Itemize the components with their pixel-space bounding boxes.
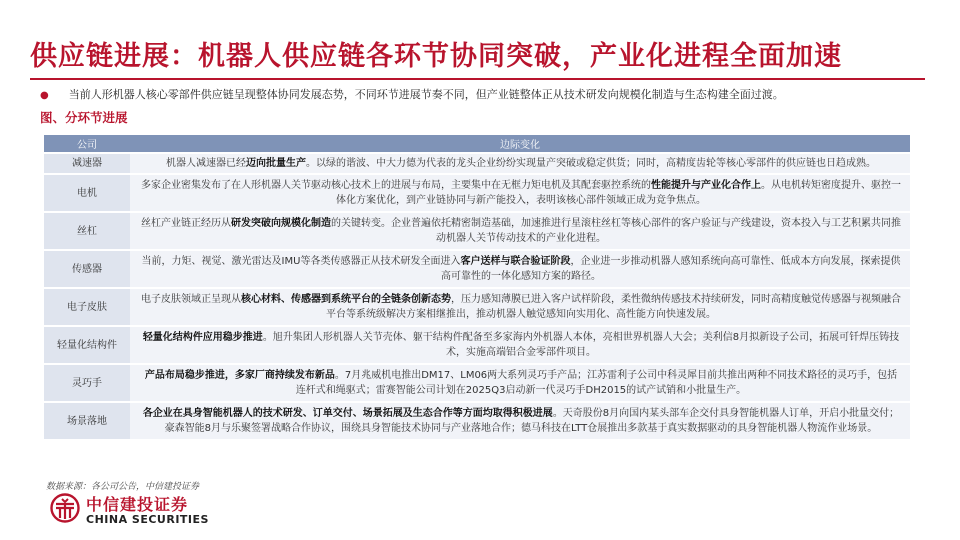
row-description — [130, 154, 910, 173]
description-text: 。7月兆威机电推出DM17、LM06两大系列灵巧手产品；江苏雷利子公司中科灵犀目前共推出两种不同技术路径的灵巧手，包括连杆式和绳驱式；雷赛智能公司计划在2025Q3启动新一代灵巧手DH2015的试产试销和小批量生产。 — [295, 370, 898, 396]
header-company: 公司 — [44, 135, 130, 152]
bullet-dot-icon: ● — [40, 90, 49, 101]
table-row — [44, 213, 910, 249]
description-text: 。旭升集团人形机器人关节壳体、躯干结构件配备至多家海内外机器人本体，亮相世界机器人大会；美利信8月拟新设子公司，拓展可钎焊压铸技术，实施高端铝合金零部件项目。 — [262, 332, 900, 358]
row-category: 电机 — [44, 175, 130, 211]
progress-table — [44, 133, 910, 441]
logo-english-name: CHINA SECURITIES — [86, 513, 209, 526]
row-description — [130, 289, 910, 325]
table-row — [44, 154, 910, 173]
row-category: 电子皮肤 — [44, 289, 130, 325]
row-description — [130, 213, 910, 249]
description-text: 。以绿的谐波、中大力德为代表的龙头企业纷纷实现量产突破或稳定供货；同时，高精度齿轮等核心零部件的供应链也日趋成熟。 — [306, 158, 876, 169]
page-title: 供应链进展：机器人供应链各环节协同突破，产业化进程全面加速 — [30, 41, 842, 72]
row-description — [130, 175, 910, 211]
row-category: 灵巧手 — [44, 365, 130, 401]
row-category: 轻量化结构件 — [44, 327, 130, 363]
title-divider — [30, 78, 925, 80]
row-category: 传感器 — [44, 251, 130, 287]
highlight-text: 客户送样与联合验证阶段 — [460, 256, 571, 267]
table-row — [44, 175, 910, 211]
description-text: ，企业进一步推动机器人感知系统向高可靠性、低成本方向发展，探索提供高可靠性的一体化感知方案的路径。 — [441, 256, 901, 282]
description-text: 。天奇股份8月向国内某头部车企交付具身智能机器人订单，开启小批量交付；豪森智能8月与乐聚签署战略合作协议，围绕具身智能技术协同与产业落地合作；德马科技在LTT仓展推出多款基于真实数据驱动的具身智能机器人物流作业场景。 — [164, 408, 900, 434]
table-row — [44, 403, 910, 439]
row-category: 场景落地 — [44, 403, 130, 439]
row-description — [130, 403, 910, 439]
highlight-text: 研发突破向规模化制造 — [231, 218, 331, 229]
description-text: 多家企业密集发布了在人形机器人关节驱动核心技术上的进展与布局，主要集中在无框力矩电机及其配套驱控系统的 — [141, 180, 651, 191]
description-text: 电子皮肤领域正呈现从 — [141, 294, 241, 305]
table-row — [44, 327, 910, 363]
row-description — [130, 365, 910, 401]
table-row — [44, 289, 910, 325]
description-text: 的关键转变。企业普遍依托精密制造基础，加速推进行星滚柱丝杠等核心部件的客户验证与产线建设，资本投入与工艺积累共同推动机器人关节传动技术的产业化进程。 — [331, 218, 901, 244]
table-body — [44, 154, 910, 439]
row-description — [130, 327, 910, 363]
highlight-text: 核心材料、传感器到系统平台的全链条创新态势 — [241, 294, 451, 305]
brand-logo — [50, 491, 210, 531]
row-description — [130, 251, 910, 287]
table-row — [44, 251, 910, 287]
summary-text: 当前人形机器人核心零部件供应链呈现整体协同发展态势，不同环节进展节奏不同，但产业链整体正从技术研发向规模化制造与生态构建全面过渡。 — [68, 88, 784, 101]
description-text: 当前，力矩、视觉、激光雷达及IMU等各类传感器正从技术研发全面进入 — [141, 256, 461, 267]
highlight-text: 性能提升与产业化合作上 — [651, 180, 761, 191]
figure-title: 图、分环节进展 — [40, 110, 128, 125]
highlight-text: 各企业在具身智能机器人的技术研发、订单交付、场景拓展及生态合作等方面均取得积极进展 — [142, 408, 553, 419]
data-source-note: 数据来源：各公司公告，中信建投证券 — [46, 482, 200, 492]
highlight-text: 迈向批量生产 — [246, 158, 306, 169]
description-text: 。从电机转矩密度提升、驱控一体化方案优化，到产业链协同与新产能投入，表明该核心部件领域正成为竞争焦点。 — [336, 180, 901, 206]
header-change: 边际变化 — [130, 135, 910, 152]
description-text: ，压力感知薄膜已进入客户试样阶段，柔性微纳传感技术持续研发，同时高精度触觉传感器与视频融合平台等系统级解决方案相继推出，推动机器人触觉感知向实用化、高性能方向快速发展。 — [326, 294, 901, 320]
description-text: 丝杠产业链正经历从 — [141, 218, 231, 229]
highlight-text: 轻量化结构件应用稳步推进 — [142, 332, 263, 343]
highlight-text: 产品布局稳步推进，多家厂商持续发布新品 — [144, 370, 335, 381]
description-text: 机器人减速器已经 — [166, 158, 246, 169]
row-category: 丝杠 — [44, 213, 130, 249]
table-header-row — [44, 135, 910, 152]
china-securities-logo-icon — [50, 493, 80, 523]
row-category: 减速器 — [44, 154, 130, 173]
table-row — [44, 365, 910, 401]
summary-bullet — [40, 86, 784, 102]
logo-chinese-name: 中信建投证券 — [86, 495, 189, 514]
